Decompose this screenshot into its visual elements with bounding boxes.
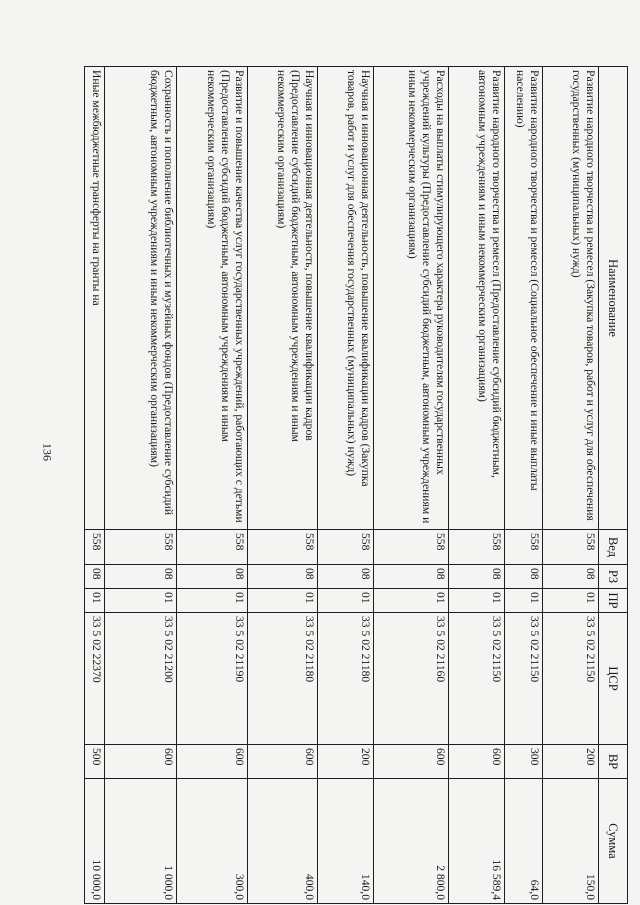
row-vr: 300 bbox=[505, 745, 543, 779]
row-sum: 2 800,0 bbox=[374, 779, 449, 904]
table-row bbox=[85, 67, 105, 904]
row-rz: 08 bbox=[248, 565, 318, 589]
row-name: Развитие народного творчества и ремесел (Закупка товаров, работ и услуг для обеспечения государственных (муниципальных) нужд) bbox=[543, 67, 599, 530]
row-pr: 01 bbox=[177, 589, 248, 613]
header-pr: ПР bbox=[599, 589, 628, 613]
row-name: Научная и инновационная деятельность, повышение квалификации кадров (Закупка товаров, работ и услуг для обеспечения государственных (муниципальных) нужд) bbox=[318, 67, 374, 530]
row-rz: 08 bbox=[105, 565, 177, 589]
row-name: Иные межбюджетные трансферты на гранты на bbox=[85, 67, 105, 530]
row-ved: 558 bbox=[248, 530, 318, 565]
row-name: Развитие народного творчества и ремесел (Социальное обеспечение и иные выплаты населению) bbox=[505, 67, 543, 530]
row-ved: 558 bbox=[177, 530, 248, 565]
row-pr: 01 bbox=[248, 589, 318, 613]
row-pr: 01 bbox=[374, 589, 449, 613]
row-sum: 400,0 bbox=[248, 779, 318, 904]
row-rz: 08 bbox=[318, 565, 374, 589]
row-vr: 500 bbox=[85, 745, 105, 779]
row-vr: 600 bbox=[374, 745, 449, 779]
row-csr: 33 5 02 21190 bbox=[177, 613, 248, 745]
row-vr: 600 bbox=[449, 745, 505, 779]
row-csr: 33 5 02 21150 bbox=[505, 613, 543, 745]
row-csr: 33 5 02 21150 bbox=[543, 613, 599, 745]
table-row bbox=[374, 67, 449, 904]
row-name: Развитие народного творчества и ремесел (Предоставление субсидий бюджетным, автономным учреждениям и иным некоммерческим организациям) bbox=[449, 67, 505, 530]
header-rz: РЗ bbox=[599, 565, 628, 589]
table-row bbox=[505, 67, 543, 904]
table-row bbox=[105, 67, 177, 904]
row-ved: 558 bbox=[85, 530, 105, 565]
row-name: Расходы на выплаты стимулирующего характера руководителям государственных учреждений культуры (Предоставление субсидий бюджетным, автономным учреждениям и иным некоммерческим организациям) bbox=[374, 67, 449, 530]
row-vr: 600 bbox=[177, 745, 248, 779]
header-ved: Вед bbox=[599, 530, 628, 565]
table-row bbox=[318, 67, 374, 904]
row-vr: 200 bbox=[318, 745, 374, 779]
row-name: Развитие и повышение качества услуг государственных учреждений, работающих с детьми (Предоставление субсидий бюджетным, автономным учреждениям и иным некоммерческим организациям) bbox=[177, 67, 248, 530]
row-rz: 08 bbox=[505, 565, 543, 589]
header-csr: ЦСР bbox=[599, 613, 628, 745]
row-pr: 01 bbox=[505, 589, 543, 613]
table-row bbox=[543, 67, 599, 904]
table-row bbox=[248, 67, 318, 904]
row-ved: 558 bbox=[374, 530, 449, 565]
row-rz: 08 bbox=[449, 565, 505, 589]
row-rz: 08 bbox=[85, 565, 105, 589]
row-pr: 01 bbox=[449, 589, 505, 613]
row-name: Сохранность и пополнение библиотечных и музейных фондов (Предоставление субсидий бюджетным, автономным учреждениям и иным некоммерческим организациям) bbox=[105, 67, 177, 530]
row-sum: 150,0 bbox=[543, 779, 599, 904]
row-csr: 33 5 02 21180 bbox=[318, 613, 374, 745]
expenditure-table bbox=[84, 66, 628, 904]
row-pr: 01 bbox=[318, 589, 374, 613]
table-header-row bbox=[599, 67, 628, 904]
header-name: Наименование bbox=[599, 67, 628, 530]
table-row bbox=[449, 67, 505, 904]
row-rz: 08 bbox=[543, 565, 599, 589]
row-sum: 1 000,0 bbox=[105, 779, 177, 904]
page-content bbox=[90, 66, 628, 903]
row-vr: 600 bbox=[105, 745, 177, 779]
row-vr: 600 bbox=[248, 745, 318, 779]
row-csr: 33 5 02 22370 bbox=[85, 613, 105, 745]
row-sum: 64,0 bbox=[505, 779, 543, 904]
row-name: Научная и инновационная деятельность, повышение квалификации кадров (Предоставление субсидий бюджетным, автономным учреждениям и иным некоммерческим организациям) bbox=[248, 67, 318, 530]
page-number: 136 bbox=[40, 443, 55, 461]
row-csr: 33 5 02 21180 bbox=[248, 613, 318, 745]
row-vr: 200 bbox=[543, 745, 599, 779]
table-row bbox=[177, 67, 248, 904]
row-rz: 08 bbox=[374, 565, 449, 589]
row-ved: 558 bbox=[543, 530, 599, 565]
row-sum: 140,0 bbox=[318, 779, 374, 904]
row-sum: 16 589,4 bbox=[449, 779, 505, 904]
row-ved: 558 bbox=[318, 530, 374, 565]
row-ved: 558 bbox=[449, 530, 505, 565]
row-sum: 300,0 bbox=[177, 779, 248, 904]
row-csr: 33 5 02 21150 bbox=[449, 613, 505, 745]
row-ved: 558 bbox=[505, 530, 543, 565]
row-sum: 10 000,0 bbox=[85, 779, 105, 904]
row-pr: 01 bbox=[85, 589, 105, 613]
row-csr: 33 5 02 21200 bbox=[105, 613, 177, 745]
row-pr: 01 bbox=[543, 589, 599, 613]
row-ved: 558 bbox=[105, 530, 177, 565]
row-pr: 01 bbox=[105, 589, 177, 613]
row-csr: 33 5 02 21160 bbox=[374, 613, 449, 745]
header-vr: ВР bbox=[599, 745, 628, 779]
header-sum: Сумма bbox=[599, 779, 628, 904]
row-rz: 08 bbox=[177, 565, 248, 589]
